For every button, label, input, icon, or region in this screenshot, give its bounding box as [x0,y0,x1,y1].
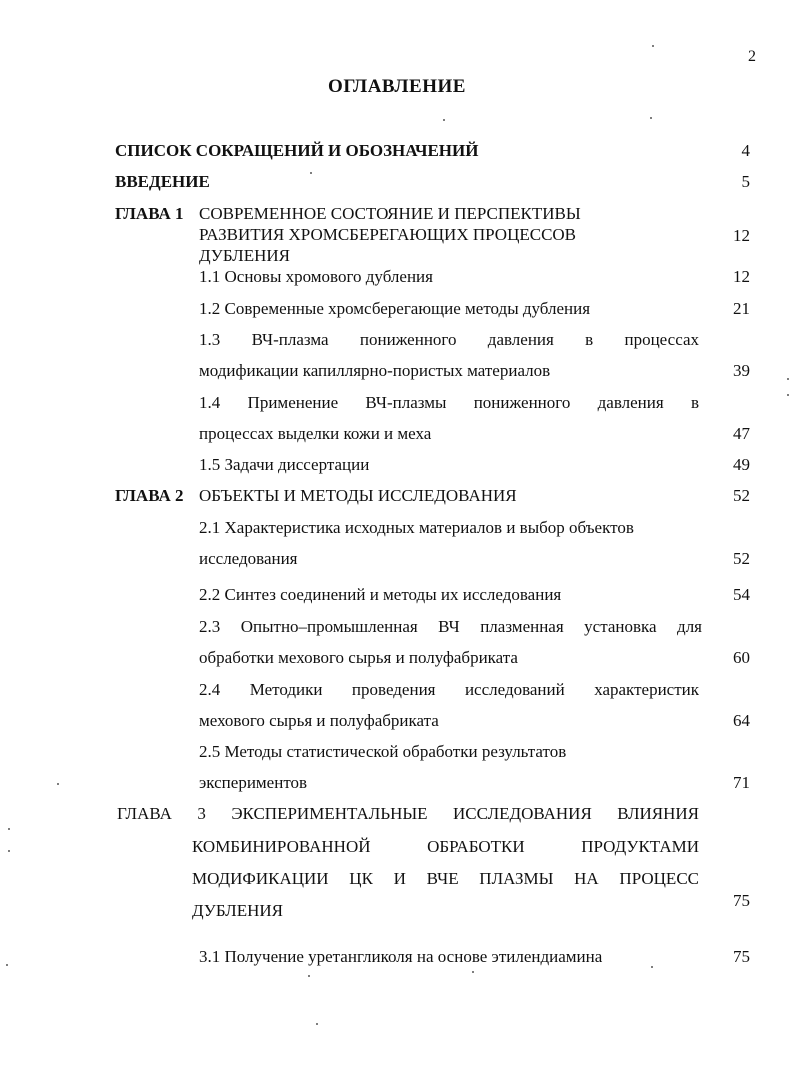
scan-speck [316,1023,318,1025]
chapter-1-title-line1[interactable]: СОВРЕМЕННОЕ СОСТОЯНИЕ И ПЕРСПЕКТИВЫ [199,204,581,223]
chapter-3-title-line4[interactable]: ДУБЛЕНИЯ [192,901,283,920]
section-2-1-line1[interactable]: 2.1 Характеристика исходных материалов и выбор объектов [199,518,634,537]
section-2-5-line2[interactable]: экспериментов [199,773,308,792]
scan-speck [787,378,789,380]
scan-speck [652,45,654,47]
section-2-3-page: 60 [733,648,750,667]
chapter-1-page: 12 [733,226,750,245]
section-1-2-page: 21 [733,299,750,318]
section-1-3-line1[interactable]: 1.3 ВЧ-плазма пониженного давления в процессах [199,330,699,349]
chapter-1-title-line3[interactable]: ДУБЛЕНИЯ [199,246,290,265]
scan-speck [443,119,445,121]
scan-speck [310,172,312,174]
scan-speck [308,975,310,977]
section-2-3-line1[interactable]: 2.3 Опытно–промышленная ВЧ плазменная установка для [199,617,702,636]
chapter-1-label: ГЛАВА 1 [115,204,184,223]
scan-speck [8,828,10,830]
scan-speck [6,964,8,966]
page-number: 2 [748,48,756,65]
scan-speck [57,783,59,785]
chapter-2-title[interactable]: ОБЪЕКТЫ И МЕТОДЫ ИССЛЕДОВАНИЯ [199,486,517,505]
section-1-5[interactable]: 1.5 Задачи диссертации [199,455,370,474]
section-3-1-page: 75 [733,947,750,966]
page-title: ОГЛАВЛЕНИЕ [328,76,466,97]
section-2-4-line1[interactable]: 2.4 Методики проведения исследований характеристик [199,680,699,699]
section-2-2-page: 54 [733,585,750,604]
section-1-4-line1[interactable]: 1.4 Применение ВЧ-плазмы пониженного давления в [199,393,699,412]
scan-speck [472,971,474,973]
section-1-1[interactable]: 1.1 Основы хромового дубления [199,267,433,286]
chapter-2-label: ГЛАВА 2 [115,486,184,505]
toc-page-abbreviations: 4 [741,141,750,160]
section-1-2[interactable]: 1.2 Современные хромсберегающие методы дубления [199,299,591,318]
section-2-5-line1[interactable]: 2.5 Методы статистической обработки результатов [199,742,567,761]
scan-speck [650,117,652,119]
scan-speck [8,850,10,852]
section-1-4-page: 47 [733,424,750,443]
toc-entry-introduction[interactable]: ВВЕДЕНИЕ [115,172,210,191]
chapter-3-title-line1[interactable]: ГЛАВА 3 ЭКСПЕРИМЕНТАЛЬНЫЕ ИССЛЕДОВАНИЯ ВЛИЯНИЯ [117,804,699,823]
section-1-4-line2[interactable]: процессах выделки кожи и меха [199,424,432,443]
scan-speck [651,966,653,968]
section-1-3-line2[interactable]: модификации капиллярно-пористых материалов [199,361,551,380]
chapter-1-title-line2[interactable]: РАЗВИТИЯ ХРОМСБЕРЕГАЮЩИХ ПРОЦЕССОВ [199,225,577,244]
section-2-4-line2[interactable]: мехового сырья и полуфабриката [199,711,439,730]
section-2-1-line2[interactable]: исследования [199,549,298,568]
toc-entry-abbreviations[interactable]: СПИСОК СОКРАЩЕНИЙ И ОБОЗНАЧЕНИЙ [115,141,479,160]
scan-speck [787,394,789,396]
section-2-4-page: 64 [733,711,750,730]
section-1-3-page: 39 [733,361,750,380]
section-2-3-line2[interactable]: обработки мехового сырья и полуфабриката [199,648,518,667]
section-2-5-page: 71 [733,773,750,792]
chapter-3-page: 75 [733,891,750,910]
section-2-1-page: 52 [733,549,750,568]
section-1-1-page: 12 [733,267,750,286]
chapter-3-title-line2[interactable]: КОМБИНИРОВАННОЙ ОБРАБОТКИ ПРОДУКТАМИ [192,837,699,856]
section-2-2[interactable]: 2.2 Синтез соединений и методы их исследования [199,585,562,604]
chapter-2-page: 52 [733,486,750,505]
toc-page-introduction: 5 [741,172,750,191]
chapter-3-title-line3[interactable]: МОДИФИКАЦИИ ЦК И ВЧЕ ПЛАЗМЫ НА ПРОЦЕСС [192,869,699,888]
section-3-1[interactable]: 3.1 Получение уретангликоля на основе этилендиамина [199,947,603,966]
section-1-5-page: 49 [733,455,750,474]
